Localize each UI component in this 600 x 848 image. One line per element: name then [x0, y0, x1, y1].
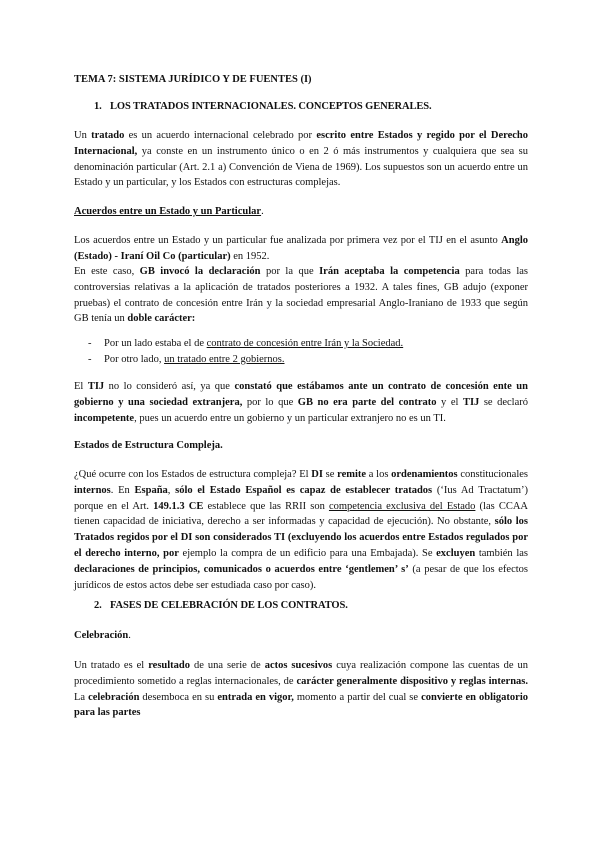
bold-run: ordenamientos: [391, 469, 458, 480]
text-run: (a pesar de que los efectos jurídicos de estos actos debe ser estudiada caso por caso).: [74, 563, 528, 591]
bold-run: España: [134, 484, 168, 496]
text-run: se: [322, 469, 338, 480]
subheading-estados-complejos: Estados de Estructura Compleja.: [74, 440, 223, 451]
text-run: constitucionales: [457, 469, 529, 480]
text-run: de una serie de: [190, 660, 265, 671]
bold-run: resultado: [148, 660, 191, 671]
text-run: , pues un acuerdo entre un gobierno y un particular extranjero no es un TI.: [134, 412, 446, 424]
paragraph-celebracion: [74, 658, 528, 721]
section-1-heading: [94, 101, 432, 112]
underlined-run: un tratado entre 2 gobiernos.: [164, 353, 285, 365]
bold-run: internos: [74, 484, 111, 496]
text-run: ejemplo la compra de un edificio para una Embajada). Se: [178, 547, 437, 559]
text-run: Un: [74, 130, 92, 141]
text-run: ¿Qué ocurre con los Estados de estructura compleja? El: [74, 469, 312, 480]
underlined-run: contrato de concesión entre Irán y la Sociedad.: [206, 338, 404, 349]
bold-run: incompetente: [74, 412, 135, 424]
paragraph-estados-complejos: [74, 467, 528, 593]
paragraph-tij: [74, 379, 528, 426]
text-run: El: [74, 381, 88, 392]
text-run: En este caso,: [74, 266, 140, 277]
text-run: no lo consideró así, ya que: [104, 381, 235, 392]
section-2-title: FASES DE CELEBRACIÓN DE LOS CONTRATOS.: [110, 600, 348, 611]
text-run: se declaró: [479, 396, 529, 408]
bold-run: declaraciones de principios, comunicados o acuerdos entre ‘gentlemen’ s’: [74, 563, 409, 575]
bold-run: convierte en obligatorio para las partes: [74, 691, 528, 719]
text-run: (‘Ius Ad Tractatum’) porque en el Art.: [74, 484, 528, 512]
paragraph-gb-declaracion: [74, 264, 528, 327]
list-item: [88, 336, 528, 352]
section-1-number: 1.: [94, 101, 102, 112]
section-2-heading: [94, 600, 348, 611]
text-run: ,: [167, 484, 176, 496]
list-item: [88, 352, 528, 368]
bold-run: tratado: [91, 130, 125, 141]
text-run: momento a partir del cual se: [293, 691, 422, 703]
text-run: también las: [475, 547, 528, 559]
document-title: TEMA 7: SISTEMA JURÍDICO Y DE FUENTES (I): [74, 74, 312, 85]
subheading-acuerdos: [74, 204, 528, 220]
text-run: ya conste en un instrumento único o en 2 ó más instrumentos y cualquiera que sea su denominación particular (Art. 2.1 a) Convención de Viena de 1969). Los supuestos son un acuerdo entre un Estado y un particular, y los Estados con estructuras complejas.: [74, 145, 528, 189]
doble-caracter-list: [88, 336, 528, 367]
dash-marker: -: [88, 353, 92, 365]
bold-run: excluyen: [436, 547, 476, 559]
text-run: para todas las controversias relativas a la aplicación de tratados posteriores a 1932. A tales fines, GB adujo (exponer pruebas) el contrato de concesión entre Irán y la sociedad empresarial Anglo-Iraniano de 1933 que según GB tenía un: [74, 266, 528, 325]
text-run: La: [74, 691, 89, 703]
subheading-celebracion: [74, 628, 528, 644]
bold-run: DI: [311, 469, 323, 480]
text-run: desemboca en su: [139, 691, 218, 703]
bold-run: TIJ: [462, 396, 480, 408]
bold-run: doble carácter:: [127, 313, 196, 325]
text-run: . En: [110, 484, 135, 496]
subheading-text: Acuerdos entre un Estado y un Particular: [74, 206, 262, 217]
definition-paragraph: [74, 128, 528, 191]
text-run: y el: [436, 396, 463, 408]
text-run: en 1952.: [230, 250, 270, 262]
text-run: (las CCAA tienen capacidad de iniciativa, derecho a ser informadas y capacidad de ejecución). No obstante,: [74, 500, 528, 528]
bold-run: escrito entre Estados y regido por el Derecho Internacional,: [74, 130, 528, 157]
bold-run: GB invocó la declaración: [139, 266, 261, 277]
text-run: establece que las RRII son: [203, 500, 329, 512]
section-2-number: 2.: [94, 600, 102, 611]
bold-run: remite: [337, 469, 367, 480]
bold-run: sólo los Tratados regidos por el DI son considerados TI (excluyendo los acuerdos entre Estados regulados por el derecho interno, por: [74, 516, 528, 559]
subheading-text: Celebración: [74, 630, 129, 641]
bold-run: GB no era parte del contrato: [297, 396, 437, 408]
text-run: a los: [366, 469, 392, 480]
text-run: es un acuerdo internacional celebrado por: [124, 130, 317, 141]
bold-run: sólo el Estado Español es capaz de establecer tratados: [175, 484, 433, 496]
section-1-title: LOS TRATADOS INTERNACIONALES. CONCEPTOS GENERALES.: [110, 101, 432, 112]
bold-run: Irán aceptaba la competencia: [319, 266, 460, 277]
bold-run: TIJ: [87, 381, 105, 392]
subheading-end: .: [128, 630, 131, 641]
subheading-end: .: [261, 206, 264, 217]
bold-run: carácter generalmente dispositivo y reglas internas.: [296, 675, 528, 687]
bold-run: actos sucesivos: [264, 660, 333, 671]
text-run: Los acuerdos entre un Estado y un particular fue analizada por primera vez por el TIJ en el asunto: [74, 235, 502, 246]
text-run: Un tratado es el: [74, 660, 149, 671]
text-run: Por un lado estaba el de: [104, 338, 207, 349]
dash-marker: -: [88, 338, 92, 349]
bold-run: celebración: [88, 691, 140, 703]
bold-run: 149.1.3 CE: [153, 500, 204, 512]
text-run: por lo que: [242, 396, 298, 408]
paragraph-anglo-irani: [74, 233, 528, 265]
bold-run: constató que estábamos ante un contrato de concesión ente un gobierno y una sociedad extranjera,: [74, 381, 528, 408]
bold-run: Anglo (Estado) - Iraní Oil Co (particular): [74, 235, 528, 262]
text-run: cuya realización compone las cuentas de un procedimiento sometido a reglas internacionales, de: [74, 660, 528, 687]
text-run: por la que: [260, 266, 320, 277]
text-run: Por otro lado,: [104, 353, 165, 365]
bold-run: entrada en vigor,: [217, 691, 294, 703]
underlined-run: competencia exclusiva del Estado: [328, 500, 476, 512]
